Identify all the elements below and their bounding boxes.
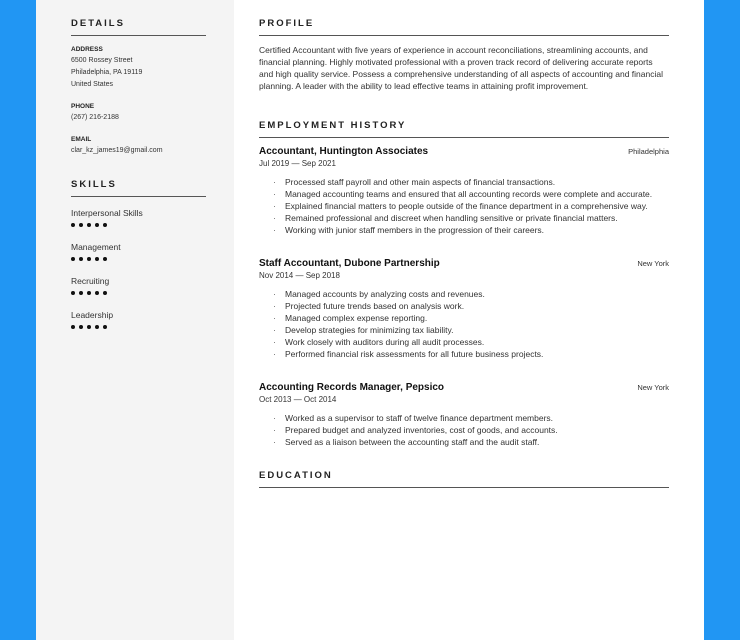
skill-dot <box>103 291 107 295</box>
skill-dot <box>71 257 75 261</box>
job-bullets <box>259 288 669 360</box>
job-bullet: · Performed financial risk assessments for all future business projects. <box>285 348 669 360</box>
skill-dot <box>95 291 99 295</box>
job-bullet: · Prepared budget and analyzed inventories, cost of goods, and accounts. <box>285 424 669 436</box>
profile-text: Certified Accountant with five years of experience in account reconciliations, streamlining accounts, and financial planning. Highly motivated professional with a proven track record of delivering accurate reports and high quality service. Possess a comprehensive understanding of all aspects of accounting and financial planning. A leader with the ability to lead effective teams in attaining profit improvement. <box>259 45 663 91</box>
skill-dot <box>87 223 91 227</box>
skill-dot <box>87 325 91 329</box>
jobs-list <box>259 146 669 448</box>
job-title: Accounting Records Manager, Pepsico <box>259 382 445 393</box>
job-dates: Jul 2019 — Sep 2021 <box>259 159 336 168</box>
job-bullet: · Worked as a supervisor to staff of twelve finance department members. <box>285 412 669 424</box>
job-bullet: · Explained financial matters to people outside of the finance department in a comprehensive way. <box>285 200 669 212</box>
address-line: 6500 Rossey Street <box>71 57 133 64</box>
job-bullet: · Managed accounts by analyzing costs and revenues. <box>285 288 669 300</box>
job-bullets <box>259 176 669 236</box>
job-bullet: · Processed staff payroll and other main aspects of financial transactions. <box>285 176 669 188</box>
skill-dot <box>95 257 99 261</box>
job-bullet: · Managed complex expense reporting. <box>285 312 669 324</box>
address-line: Philadelphia, PA 19119 <box>71 69 143 76</box>
job-bullet: · Work closely with auditors during all audit processes. <box>285 336 669 348</box>
email-label: EMAIL <box>71 136 92 143</box>
skill-dot <box>95 325 99 329</box>
skill-name: Recruiting <box>71 276 110 286</box>
skill-dot <box>103 325 107 329</box>
skills-list <box>71 207 206 331</box>
address-block <box>71 46 206 91</box>
education-heading: EDUCATION <box>259 470 669 488</box>
phone-value: (267) 216-2188 <box>71 114 119 121</box>
skill-item <box>71 275 206 297</box>
job-header <box>259 382 669 393</box>
address-label: ADDRESS <box>71 46 103 53</box>
skill-dot <box>95 223 99 227</box>
job-entry <box>259 146 669 236</box>
job-entry <box>259 382 669 448</box>
phone-label: PHONE <box>71 103 95 110</box>
job-bullet: · Develop strategies for minimizing tax liability. <box>285 324 669 336</box>
details-heading: DETAILS <box>71 18 206 36</box>
skill-item <box>71 241 206 263</box>
skill-level-dots <box>71 253 206 263</box>
job-dates: Oct 2013 — Oct 2014 <box>259 395 337 404</box>
sidebar-content <box>71 18 206 343</box>
skill-dot <box>71 223 75 227</box>
skill-dot <box>79 325 83 329</box>
job-bullet: · Projected future trends based on analysis work. <box>285 300 669 312</box>
main-content <box>259 18 669 496</box>
job-bullet: · Served as a liaison between the accounting staff and the audit staff. <box>285 436 669 448</box>
skill-dot <box>79 257 83 261</box>
job-bullets <box>259 412 669 448</box>
job-title: Accountant, Huntington Associates <box>259 146 429 157</box>
job-city: New York <box>637 259 669 268</box>
job-city: Philadelphia <box>628 147 669 156</box>
skill-level-dots <box>71 219 206 229</box>
skills-heading: SKILLS <box>71 179 206 197</box>
skill-item <box>71 309 206 331</box>
job-bullet: · Managed accounting teams and ensured that all accounting records were complete and accurate. <box>285 188 669 200</box>
job-entry <box>259 258 669 360</box>
job-city: New York <box>637 383 669 392</box>
job-bullet: · Working with junior staff members in the progression of their careers. <box>285 224 669 236</box>
job-header <box>259 146 669 157</box>
skill-dot <box>87 291 91 295</box>
job-dates: Nov 2014 — Sep 2018 <box>259 271 340 280</box>
employment-heading: EMPLOYMENT HISTORY <box>259 120 669 138</box>
skill-dot <box>87 257 91 261</box>
skill-dot <box>71 291 75 295</box>
job-title: Staff Accountant, Dubone Partnership <box>259 258 440 269</box>
skill-dot <box>71 325 75 329</box>
skill-level-dots <box>71 321 206 331</box>
skill-dot <box>103 257 107 261</box>
email-value: clar_kz_james19@gmail.com <box>71 147 163 154</box>
profile-heading: PROFILE <box>259 18 669 36</box>
skill-dot <box>79 291 83 295</box>
sidebar <box>36 0 234 640</box>
skill-item <box>71 207 206 229</box>
job-header <box>259 258 669 269</box>
address-line: United States <box>71 81 114 88</box>
phone-block <box>71 103 206 124</box>
job-bullet: · Remained professional and discreet when handling sensitive or private financial matters. <box>285 212 669 224</box>
skill-name: Leadership <box>71 310 114 320</box>
email-block <box>71 136 206 157</box>
resume-page <box>36 0 704 640</box>
skill-name: Management <box>71 242 121 252</box>
skill-level-dots <box>71 287 206 297</box>
skill-dot <box>79 223 83 227</box>
skill-name: Interpersonal Skills <box>71 208 143 218</box>
skill-dot <box>103 223 107 227</box>
